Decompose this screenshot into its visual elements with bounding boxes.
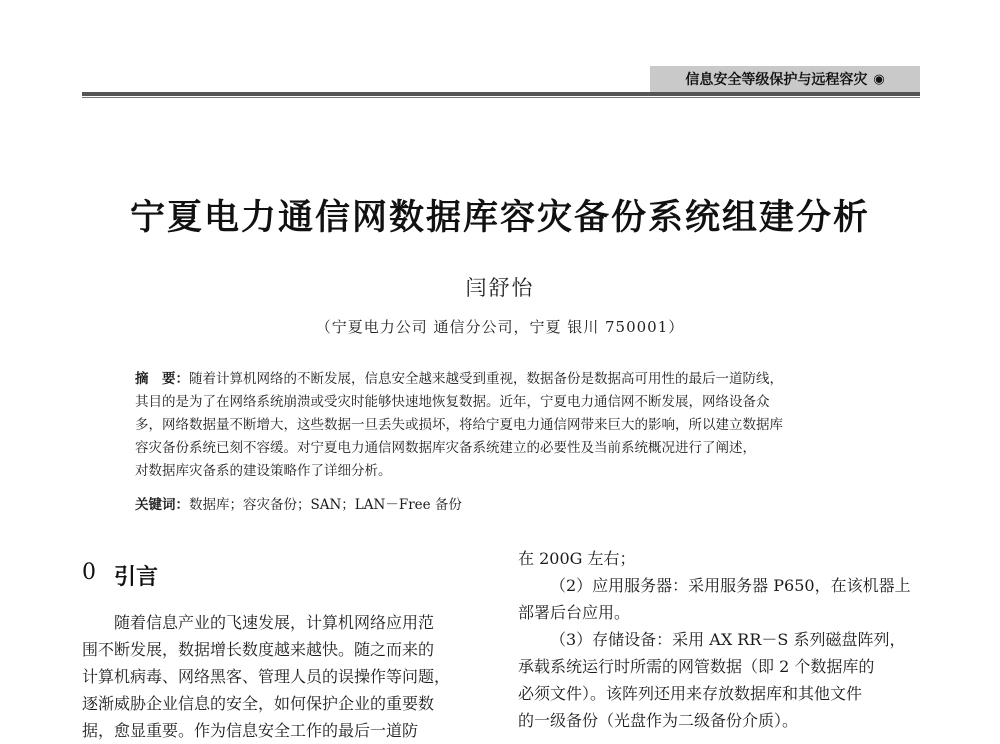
body-line: 承载系统运行时所需的网管数据（即 2 个数据库的 xyxy=(518,657,875,676)
left-column xyxy=(82,560,492,744)
keywords-text: 数据库；容灾备份；SAN；LAN－Free 备份 xyxy=(189,497,462,513)
abstract-label: 摘 要： xyxy=(135,371,189,387)
running-header-text: 信息安全等级保护与远程容灾 xyxy=(685,72,868,88)
keywords-label: 关键词： xyxy=(135,497,189,513)
body-line: 部署后台应用。 xyxy=(518,603,631,622)
header-rule-thin xyxy=(82,97,920,98)
body-line: （2）应用服务器：采用服务器 P650，在该机器上 xyxy=(550,576,911,595)
abstract-line: 其目的是为了在网络系统崩溃或受灾时能够快速地恢复数据。近年，宁夏电力通信网不断发展，网络设备众 xyxy=(135,394,770,410)
body-line: 必须文件）。该阵列还用来存放数据库和其他文件 xyxy=(518,684,863,703)
paper-title: 宁夏电力通信网数据库容灾备份系统组建分析 xyxy=(129,197,870,238)
section-number: 0 xyxy=(82,560,96,585)
body-line: 逐渐威胁企业信息的安全，如何保护企业的重要数 xyxy=(82,694,435,713)
section-body xyxy=(82,609,492,744)
body-line: 据，愈显重要。作为信息安全工作的最后一道防 xyxy=(82,721,419,740)
abstract-line: 容灾备份系统已刻不容缓。对宁夏电力通信网数据库灾备系统建立的必要性及当前系统概况进行了阐述， xyxy=(135,440,756,456)
body-line: 在 200G 左右； xyxy=(518,549,636,568)
right-column xyxy=(518,545,923,734)
abstract xyxy=(135,368,875,483)
body-line: 围不断发展，数据增长数度越来越快。随之而来的 xyxy=(82,640,435,659)
section-title: 引言 xyxy=(114,564,159,590)
body-line: 计算机病毒、网络黑客、管理人员的误操作等问题， xyxy=(82,667,451,686)
abstract-line: 多，网络数据量不断增大，这些数据一旦丢失或损坏，将给宁夏电力通信网带来巨大的影响，所以建立数据库 xyxy=(135,417,783,433)
abstract-line-text: 随着计算机网络的不断发展，信息安全越来越受到重视，数据备份是数据高可用性的最后一道防线， xyxy=(189,371,783,387)
body-line: 的一级备份（光盘作为二级备份介质）。 xyxy=(518,711,799,730)
section-heading xyxy=(82,560,492,591)
journal-logo-icon: ◉ xyxy=(873,71,885,87)
body-line: （3）存储设备：采用 AX RR－S 系列磁盘阵列， xyxy=(550,630,906,649)
running-header xyxy=(650,66,920,92)
right-column-body xyxy=(518,545,923,734)
abstract-line: 对数据库灾备系的建设策略作了详细分析。 xyxy=(135,463,392,479)
keywords xyxy=(135,494,875,517)
author-name: 闫舒怡 xyxy=(465,276,535,300)
header-rule xyxy=(82,92,920,96)
abstract-line xyxy=(135,368,875,391)
author-affiliation: （宁夏电力公司 通信分公司，宁夏 银川 750001） xyxy=(315,318,685,336)
body-line: 随着信息产业的飞速发展，计算机网络应用范 xyxy=(114,613,435,632)
